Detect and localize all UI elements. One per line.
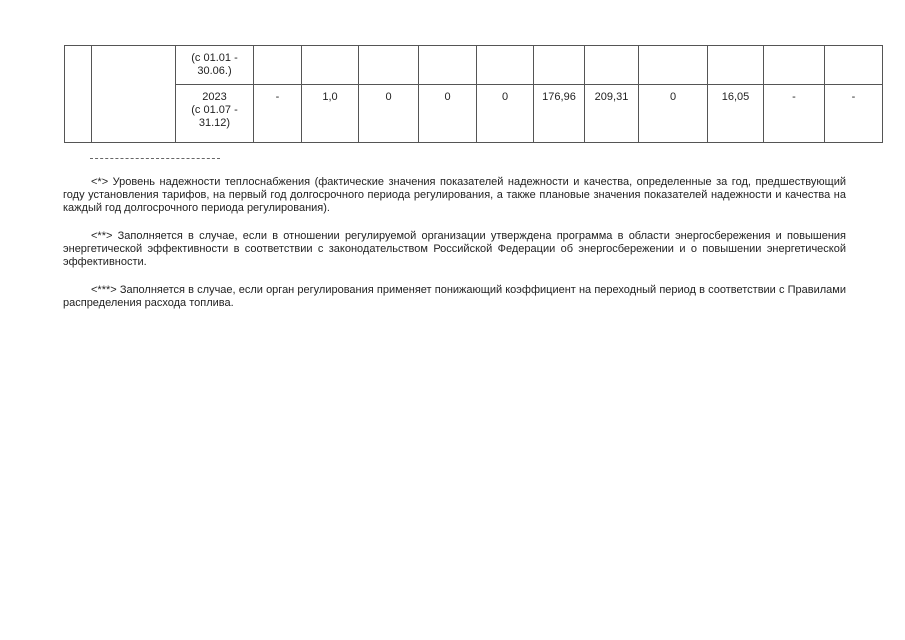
value-cell: 0 [477,85,534,143]
tariff-table [64,45,883,143]
period-cell: 2023 (с 01.07 - 31.12) [176,85,254,143]
value-cell: - [764,85,825,143]
value-cell [302,46,359,85]
value-cell [764,46,825,85]
period-cell: (с 01.01 - 30.06.) [176,46,254,85]
value-cell [254,46,302,85]
value-cell [585,46,639,85]
footnote-3: <***> Заполняется в случае, если орган регулирования применяет понижающий коэффициент на переходный период в соответствии с Правилами распределения расхода топлива. [63,284,846,309]
value-cell: 0 [419,85,477,143]
footnote-separator [90,158,220,159]
footnotes-block [63,176,846,310]
value-cell [419,46,477,85]
value-cell: 209,31 [585,85,639,143]
value-cell: 0 [639,85,708,143]
value-cell: 1,0 [302,85,359,143]
footnote-2: <**> Заполняется в случае, если в отношении регулируемой организации утверждена программа в области энергосбережения и повышения энергетической эффективности в соответствии с законодательством Российской Федерации об энергосбережении и о повышении энергетической эффективности. [63,230,846,268]
row-number-cell [65,46,92,143]
value-cell [825,46,883,85]
value-cell: - [825,85,883,143]
value-cell [359,46,419,85]
value-cell [477,46,534,85]
value-cell: 0 [359,85,419,143]
table-row [65,85,883,143]
value-cell: 176,96 [534,85,585,143]
organization-cell [92,46,176,143]
value-cell: - [254,85,302,143]
value-cell [708,46,764,85]
table-row [65,46,883,85]
value-cell: 16,05 [708,85,764,143]
footnote-1: <*> Уровень надежности теплоснабжения (фактические значения показателей надежности и качества, определенные за год, предшествующий году установления тарифов, на первый год долгосрочного периода регулирования, а также плановые значения показателей надежности и качества на каждый год долгосрочного периода регулирования). [63,176,846,214]
value-cell [534,46,585,85]
value-cell [639,46,708,85]
